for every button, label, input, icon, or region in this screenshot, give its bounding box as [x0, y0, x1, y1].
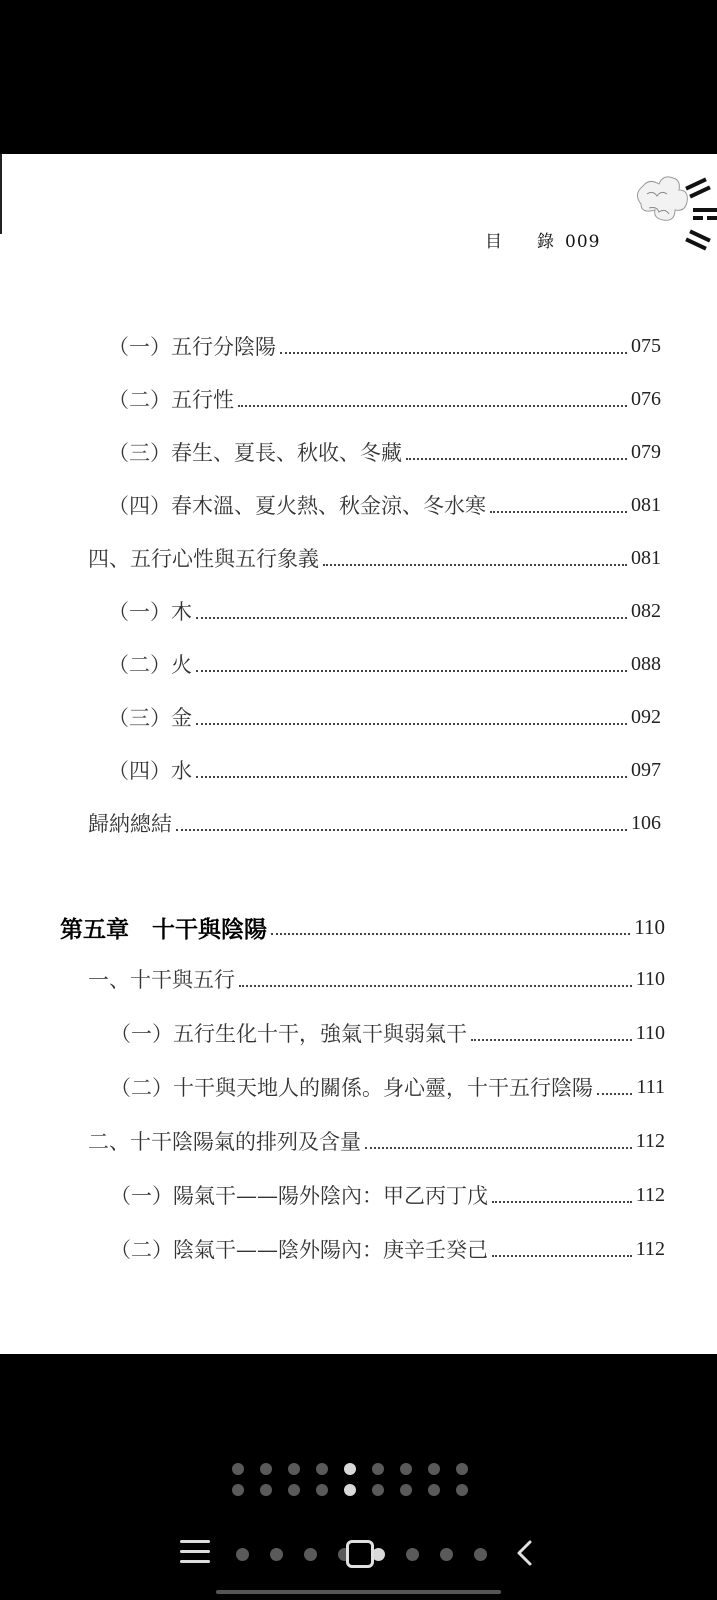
pager-dot[interactable] [232, 1484, 244, 1496]
pager-dot[interactable] [406, 1548, 419, 1561]
home-icon[interactable] [346, 1540, 374, 1568]
pager-dot[interactable] [236, 1548, 249, 1561]
toc-entry-title: 一、十干與五行 [88, 968, 235, 992]
toc-entry-title: （二）十干與天地人的關係。身心靈，十干五行陰陽 [110, 1076, 593, 1100]
header-label-2: 錄 [537, 232, 555, 252]
toc-leader [271, 933, 630, 935]
pager-row [232, 1463, 482, 1475]
toc-entry [108, 435, 661, 469]
toc-leader [196, 776, 627, 778]
toc-leader [323, 564, 627, 566]
pager-dot[interactable] [270, 1548, 283, 1561]
toc-entry-title: （一）陽氣干——陽外陰內：甲乙丙丁戊 [110, 1184, 488, 1208]
toc-leader [196, 723, 627, 725]
toc-section [88, 806, 661, 840]
pager-dot[interactable] [260, 1463, 272, 1475]
pager-dot[interactable] [474, 1548, 487, 1561]
menu-icon[interactable] [180, 1540, 210, 1564]
toc-entry [110, 1178, 665, 1212]
image-pager[interactable] [232, 1463, 482, 1505]
page-header [0, 227, 717, 257]
toc-section [88, 541, 661, 575]
pager-dot[interactable] [372, 1484, 384, 1496]
toc-entry-title: （四）春木溫、夏火熱、秋金涼、冬水寒 [108, 494, 486, 518]
toc-entry [108, 488, 661, 522]
toc-entry-page: 097 [631, 758, 661, 781]
toc-entry-page: 081 [631, 546, 661, 569]
header-page-number: 009 [565, 232, 601, 252]
toc-leader [406, 458, 627, 460]
toc-leader [239, 985, 632, 987]
toc-section [88, 1124, 665, 1158]
pager-dot[interactable] [400, 1484, 412, 1496]
toc-entry-page: 111 [636, 1075, 665, 1098]
toc-leader [238, 405, 627, 407]
toc-chapter [60, 910, 665, 944]
book-page [0, 154, 717, 1354]
toc-entry-title: 四、五行心性與五行象義 [88, 547, 319, 571]
toc-entry-title: （一）木 [108, 600, 192, 624]
pager-dot[interactable] [288, 1484, 300, 1496]
toc-leader [492, 1255, 632, 1257]
toc-entry-page: 112 [635, 1129, 665, 1152]
back-icon[interactable] [512, 1538, 538, 1568]
toc-entry [108, 329, 661, 363]
toc-entry-page: 092 [631, 705, 661, 728]
pager-dot[interactable] [428, 1484, 440, 1496]
toc-entry-title: 二、十干陰陽氣的排列及含量 [88, 1130, 361, 1154]
system-navbar [0, 1528, 717, 1588]
toc-entry-page: 110 [634, 914, 665, 939]
toc-entry-page: 079 [631, 440, 661, 463]
page-edge [0, 154, 2, 234]
toc-entry-title: （二）陰氣干——陰外陽內：庚辛壬癸己 [110, 1238, 488, 1262]
toc-entry-page: 112 [635, 1183, 665, 1206]
toc-entry-page: 112 [635, 1237, 665, 1260]
toc-entry [108, 647, 661, 681]
toc-leader [280, 352, 627, 354]
toc-entry [108, 594, 661, 628]
gesture-bar[interactable] [216, 1590, 501, 1594]
pager-dot[interactable] [288, 1463, 300, 1475]
toc-entry-page: 106 [631, 811, 661, 834]
pager-dot[interactable] [316, 1463, 328, 1475]
pager-dot[interactable] [260, 1484, 272, 1496]
toc-entry [110, 1232, 665, 1266]
header-label-1: 目 [485, 232, 503, 252]
toc-entry [108, 700, 661, 734]
toc-leader [196, 617, 627, 619]
pager-dot[interactable] [400, 1463, 412, 1475]
toc-section [88, 962, 665, 996]
toc-entry-title: （二）五行性 [108, 388, 234, 412]
pager-dot[interactable] [316, 1484, 328, 1496]
toc-leader [196, 670, 627, 672]
toc-leader [176, 829, 627, 831]
toc-leader [597, 1093, 632, 1095]
toc-entry-page: 076 [631, 387, 661, 410]
toc-entry [110, 1070, 665, 1104]
toc-entry-title: （四）水 [108, 759, 192, 783]
toc-entry-page: 081 [631, 493, 661, 516]
pager-dot-active[interactable] [344, 1463, 356, 1475]
toc-entry-page: 110 [635, 967, 665, 990]
header-text [485, 227, 600, 252]
toc-leader [471, 1039, 632, 1041]
toc-entry-page: 088 [631, 652, 661, 675]
toc-entry [108, 382, 661, 416]
toc-leader [492, 1201, 632, 1203]
toc-entry-title: （一）五行分陰陽 [108, 335, 276, 359]
toc-leader [490, 511, 627, 513]
pager-dot[interactable] [304, 1548, 317, 1561]
pager-dot-active[interactable] [344, 1484, 356, 1496]
pager-dot[interactable] [232, 1463, 244, 1475]
pager-dot[interactable] [456, 1484, 468, 1496]
toc-entry-title: （一）五行生化十干，強氣干與弱氣干 [110, 1022, 467, 1046]
toc-leader [365, 1147, 632, 1149]
pager-dot[interactable] [428, 1463, 440, 1475]
pager-dot[interactable] [372, 1463, 384, 1475]
toc-entry-page: 075 [631, 334, 661, 357]
pager-dot[interactable] [456, 1463, 468, 1475]
bagua-cloud-icon [633, 164, 717, 264]
toc-entry-page: 082 [631, 599, 661, 622]
toc-entry [110, 1016, 665, 1050]
toc-entry [108, 753, 661, 787]
pager-dot[interactable] [440, 1548, 453, 1561]
toc-entry-title: （三）金 [108, 706, 192, 730]
pager-row [232, 1484, 482, 1496]
toc-entry-title: （三）春生、夏長、秋收、冬藏 [108, 441, 402, 465]
toc-entry-page: 110 [635, 1021, 665, 1044]
toc-entry-title: （二）火 [108, 653, 192, 677]
toc-entry-title: 歸納總結 [88, 812, 172, 836]
toc-chapter-title: 第五章 十干與陰陽 [60, 915, 267, 943]
